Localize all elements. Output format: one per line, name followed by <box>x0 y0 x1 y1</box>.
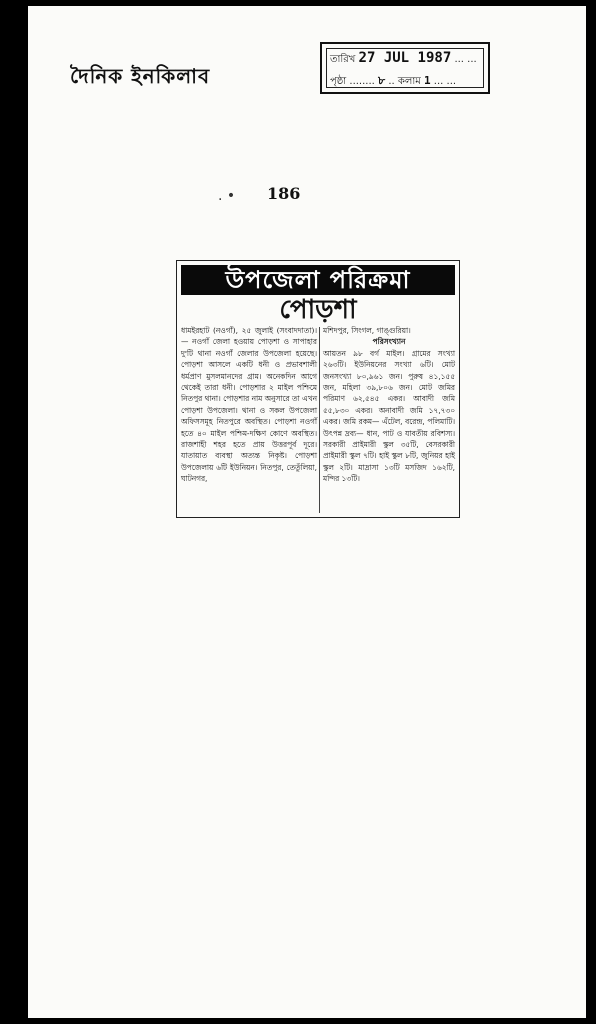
stamp-column-fill: ... ... <box>433 76 457 87</box>
article-left-text: ধামইরহাট (নওগাঁ), ২৫ জুলাই (সংবাদদাতা)।— নওগাঁ জেলা হওয়ায় পোড়শা ও সাপাহার দু'টি থানা নওগাঁ জেলার উপজেলা হয়েছে। পোড়শা আসলে একটি ধনী ও প্রভাবশালী ধর্মপ্রাণ মুসলমানদের গ্রাম। অনেকদিন আগে থেকেই তারা ধনী। পোড়শার ২ মাইল পশ্চিমে নিতপুর থানা। পোড়শার নাম অনুসারে তা এখন পোড়শা উপজেলা। থানা ও সকল উপজেলা অফিসসমূহ নিতপুরে অবস্থিত। পোড়শা নওগাঁ হতে ৪০ মাইল পশ্চিম-দক্ষিণ কোণে অবস্থিত। রাজশাহী শহর হতে প্রায় উত্তরপূর্ব দূরে। যাতায়াত ব্যবস্থা অত্যন্ত নিকৃষ্ট। পোড়শা উপজেলায় ৬টি ইউনিয়ন। নিতপুর, তেতুঁলিয়া, ঘাটনগর, <box>181 326 317 484</box>
stamp-date-fill: ... ... <box>454 54 477 65</box>
stamp-column-label: কলাম <box>397 76 421 87</box>
stamp-date-row <box>330 50 477 69</box>
archive-stamp <box>320 42 490 94</box>
clipping-title: পোড়শা <box>279 295 357 325</box>
newspaper-name: দৈনিক ইনকিলাব <box>70 64 211 88</box>
stamp-page-label: পৃষ্ঠা <box>330 76 347 87</box>
clipping-number: 186 <box>267 184 301 203</box>
stamp-column-value: 1 <box>423 74 431 87</box>
clipping-banner: উপজেলা পরিক্রমা <box>181 265 455 295</box>
article-left-column <box>181 325 317 485</box>
stamp-date-value: 27 JUL 1987 <box>358 50 452 66</box>
stamp-date-label: তারিখ <box>330 54 356 65</box>
stamp-column-sep: .. <box>388 76 395 87</box>
column-divider <box>319 327 320 513</box>
scan-border <box>586 6 596 1018</box>
news-clipping <box>176 260 460 518</box>
scan-speckle: . • <box>218 188 236 204</box>
stamp-page-value: ৮ <box>378 74 386 87</box>
stamp-page-row <box>330 72 456 91</box>
article-stats-text: আয়তন ৯৮ বর্গ মাইল। গ্রামের সংখ্যা ২৬৩টি। ইউনিয়নের সংখ্যা ৬টি। মোট জনসংখ্যা ৮০,৯৬১ জন। পুরুষ ৪১,১৫৫ জন, মহিলা ৩৯,৮০৬ জন। মোট জমির পরিমাণ ৬২,৫৪৫ একর। আবাদী জমি ৫৫,৮৩০ একর। অনাবাদী জমি ১৭,৭৩০ একর। জমি রকম— এঁটেল, বরেন্দ্র, পলিমাটি। উৎপন্ন দ্রব্য— ধান, পাট ও যাবতীয় রবিশস্য। সরকারী প্রাইমারী স্কুল ৩৫টি, বেসরকারী প্রাইমারী স্কুল ৭টি। হাই স্কুল ৮টি, জুনিয়র হাই স্কুল ২টি। মাদ্রাসা ১৩টি মসজিদ ১৬২টি, মন্দির ১৩টি। <box>323 348 455 484</box>
stamp-page-fill: ........ <box>349 76 375 87</box>
stats-heading: পরিসংখ্যান <box>372 337 406 347</box>
article-right-intro: মশিদপুর, সিংগল, গাঙ্গুরিয়া। <box>323 326 411 335</box>
article-right-column <box>323 325 455 485</box>
